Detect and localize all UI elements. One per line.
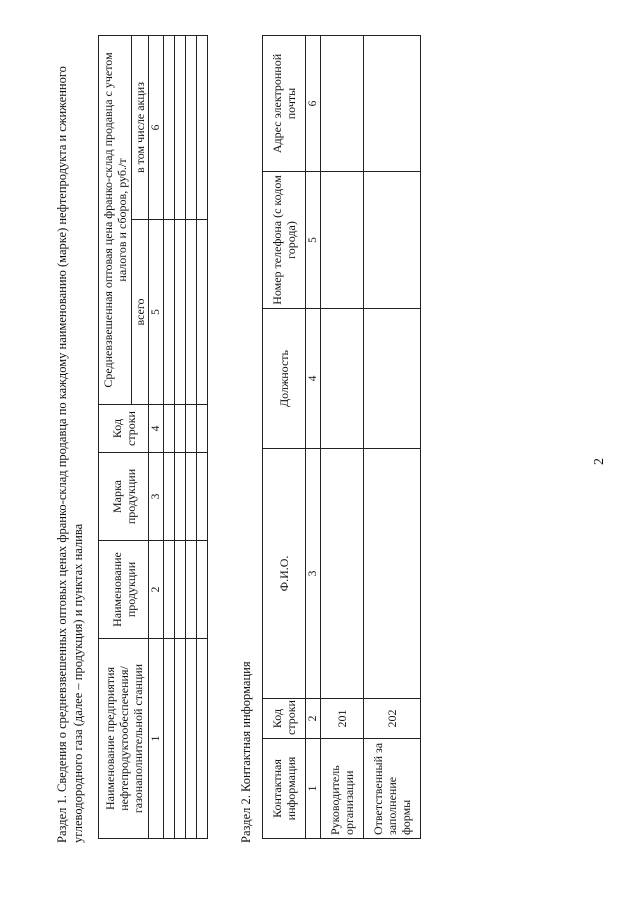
- column-number: 6: [149, 35, 164, 219]
- empty-cell[interactable]: [197, 220, 208, 405]
- section1-title: Раздел 1. Сведения о средневзвешенных оптовых ценах франко-склад продавца по каждому наименованию (марке) нефтепродукта и сжиженного: [55, 66, 69, 843]
- empty-cell[interactable]: [164, 453, 175, 541]
- column-number: 3: [306, 449, 321, 699]
- header-fio: Ф.И.О.: [263, 449, 306, 699]
- table-row: [321, 36, 364, 839]
- empty-cell[interactable]: [197, 405, 208, 453]
- column-numbers-row: [306, 36, 321, 839]
- column-number: 2: [149, 541, 164, 639]
- header-contact: Контактная информация: [263, 739, 306, 839]
- table-header-row: [263, 36, 306, 839]
- empty-cell[interactable]: [186, 453, 197, 541]
- column-numbers-row: [149, 35, 164, 838]
- empty-cell[interactable]: [164, 639, 175, 839]
- empty-cell[interactable]: [175, 220, 186, 405]
- header-excise: в том числе акциз: [132, 35, 149, 219]
- empty-cell[interactable]: [364, 172, 421, 309]
- table-row: [364, 36, 421, 839]
- empty-cell[interactable]: [321, 449, 364, 699]
- header-product-brand: Марка продукции: [99, 453, 149, 541]
- empty-cell[interactable]: [197, 639, 208, 839]
- empty-cell[interactable]: [321, 172, 364, 309]
- empty-cell[interactable]: [175, 35, 186, 219]
- row-code: 201: [321, 699, 364, 739]
- empty-cell[interactable]: [175, 541, 186, 639]
- column-number: 5: [149, 220, 164, 405]
- empty-cell[interactable]: [164, 35, 175, 219]
- empty-cell[interactable]: [164, 541, 175, 639]
- section1-subtitle: углеводородного газа (далее – продукция) и пунктах налива: [71, 523, 85, 843]
- empty-cell[interactable]: [197, 541, 208, 639]
- empty-cell[interactable]: [364, 309, 421, 449]
- header-price: Средневзвешенная оптовая цена франко-склад продавца с учетом налогов и сборов, руб./т: [99, 35, 132, 404]
- header-position: Должность: [263, 309, 306, 449]
- empty-cell[interactable]: [175, 453, 186, 541]
- header-email: Адрес электронной почты: [263, 36, 306, 172]
- header-row-code: Код строки: [263, 699, 306, 739]
- header-row-code: Код строки: [99, 405, 149, 453]
- empty-cell[interactable]: [164, 405, 175, 453]
- column-number: 4: [149, 405, 164, 453]
- column-number: 4: [306, 309, 321, 449]
- row-label: Ответственный за заполнение формы: [364, 739, 421, 839]
- table-row: [197, 35, 208, 838]
- column-number: 5: [306, 172, 321, 309]
- empty-cell[interactable]: [321, 36, 364, 172]
- table-row: [186, 35, 197, 838]
- empty-cell[interactable]: [164, 220, 175, 405]
- section1-table: [98, 35, 208, 839]
- empty-cell[interactable]: [186, 639, 197, 839]
- empty-cell[interactable]: [321, 309, 364, 449]
- row-label: Руководитель организации: [321, 739, 364, 839]
- table-header-row: [99, 35, 132, 838]
- header-phone: Номер телефона (с кодом города): [263, 172, 306, 309]
- header-product-name: Наименование продукции: [99, 541, 149, 639]
- row-code: 202: [364, 699, 421, 739]
- page-number: 2: [592, 458, 607, 465]
- empty-cell[interactable]: [186, 405, 197, 453]
- empty-cell[interactable]: [175, 405, 186, 453]
- header-enterprise: Наименование предприятия нефтепродуктообеспечения/ газонаполнительной станции: [99, 639, 149, 839]
- empty-cell[interactable]: [197, 453, 208, 541]
- table-row: [164, 35, 175, 838]
- empty-cell[interactable]: [186, 220, 197, 405]
- section2-table: [262, 35, 421, 839]
- column-number: 2: [306, 699, 321, 739]
- column-number: 1: [149, 639, 164, 839]
- table-row: [175, 35, 186, 838]
- empty-cell[interactable]: [197, 35, 208, 219]
- empty-cell[interactable]: [175, 639, 186, 839]
- column-number: 3: [149, 453, 164, 541]
- empty-cell[interactable]: [186, 35, 197, 219]
- section2-title: Раздел 2. Контактная информация: [239, 661, 253, 843]
- empty-cell[interactable]: [364, 449, 421, 699]
- column-number: 6: [306, 36, 321, 172]
- empty-cell[interactable]: [186, 541, 197, 639]
- column-number: 1: [306, 739, 321, 839]
- header-total: всего: [132, 220, 149, 405]
- empty-cell[interactable]: [364, 36, 421, 172]
